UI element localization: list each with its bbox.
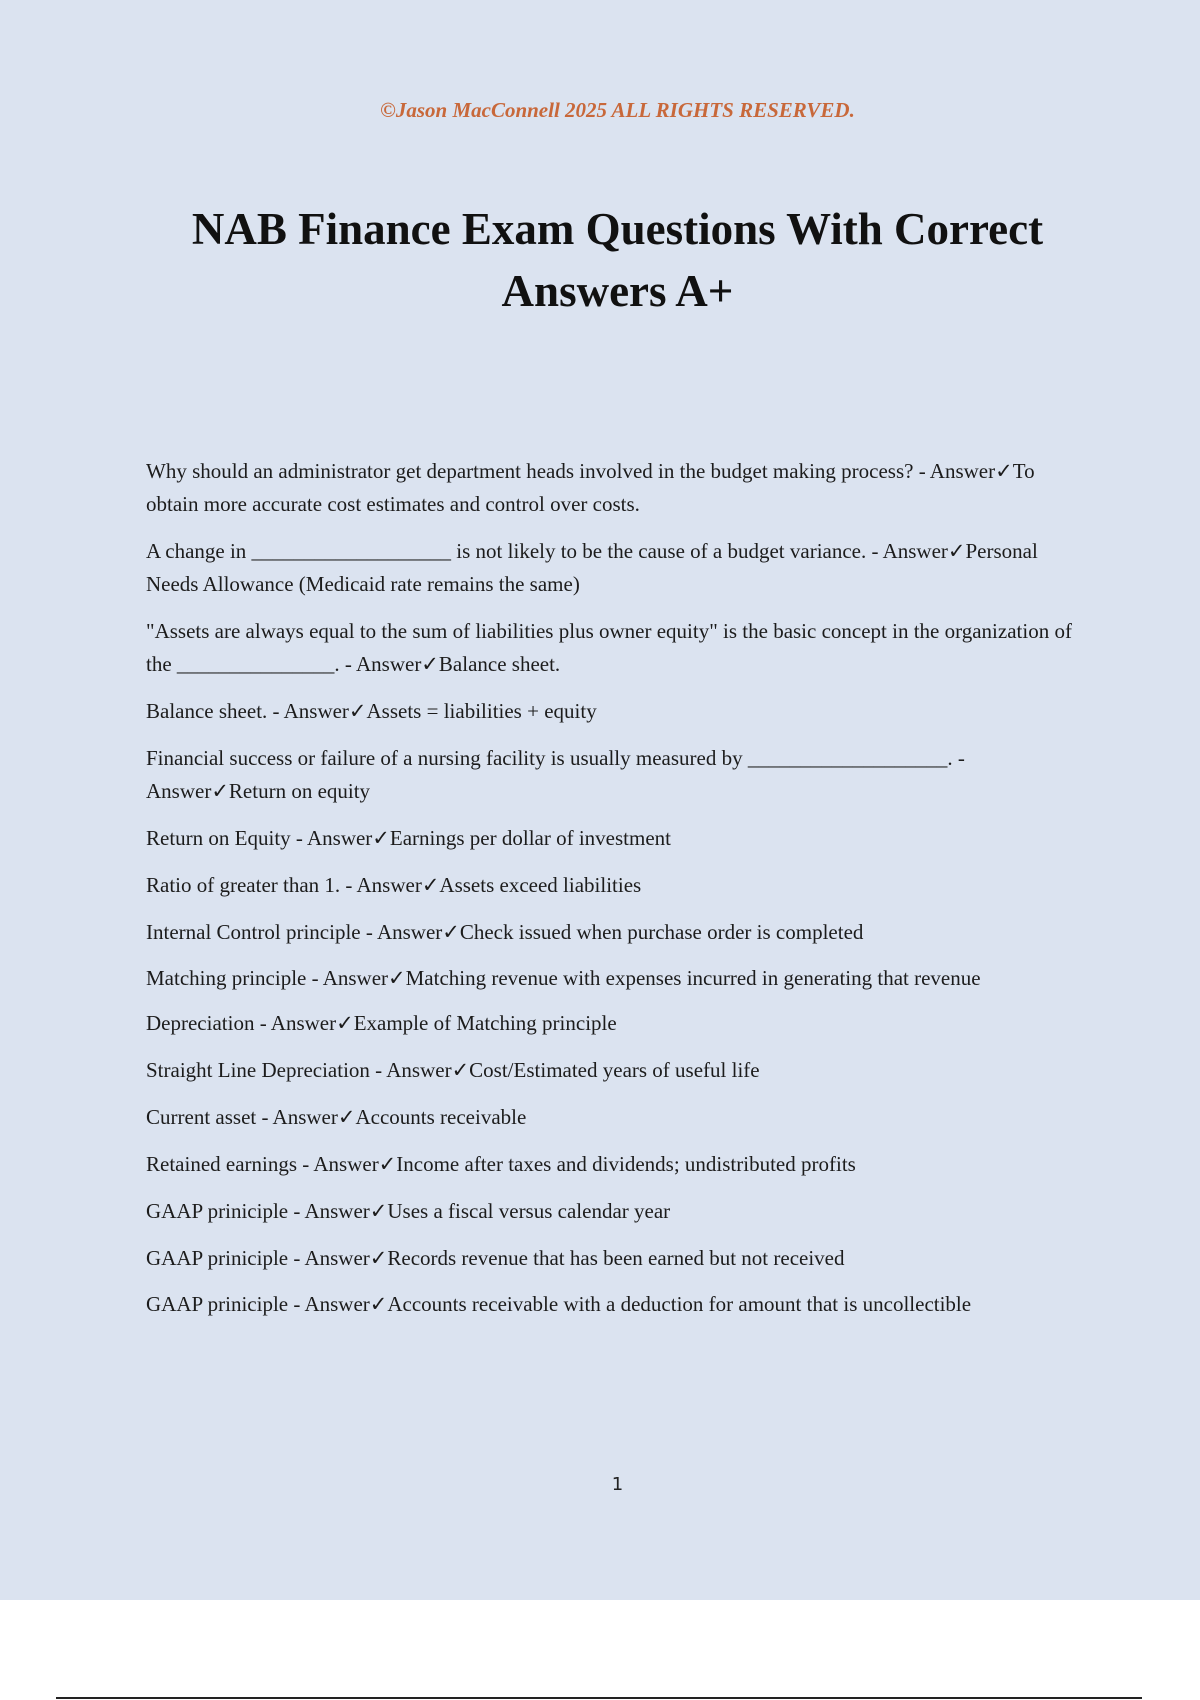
qa-item: GAAP priniciple - Answer✓Uses a fiscal versus calendar year: [146, 1199, 671, 1223]
page-number: 1: [611, 1474, 624, 1495]
qa-item: Retained earnings - Answer✓Income after taxes and dividends; undistributed profits: [146, 1152, 856, 1176]
qa-item: Depreciation - Answer✓Example of Matching principle: [146, 1011, 617, 1035]
qa-item: Straight Line Depreciation - Answer✓Cost/Estimated years of useful life: [146, 1058, 760, 1082]
qa-item: Balance sheet. - Answer✓Assets = liabilities + equity: [146, 699, 597, 723]
qa-item: Return on Equity - Answer✓Earnings per dollar of investment: [146, 826, 671, 850]
qa-item: Ratio of greater than 1. - Answer✓Assets exceed liabilities: [146, 873, 642, 897]
qa-item: A change in ___________________ is not likely to be the cause of a budget variance. - Answer✓Personal Needs Allowance (Medicaid rate remains the same): [146, 539, 1038, 596]
qa-item: GAAP priniciple - Answer✓Records revenue that has been earned but not received: [146, 1246, 845, 1270]
qa-list: [146, 455, 1086, 1333]
page-title: NAB Finance Exam Questions With Correct Answers A+: [191, 204, 1044, 316]
qa-item: Financial success or failure of a nursing facility is usually measured by ___________________. - Answer✓Return on equity: [146, 746, 965, 803]
qa-item: Why should an administrator get department heads involved in the budget making process? - Answer✓To obtain more accurate cost estimates and control over costs.: [146, 459, 1035, 516]
qa-item: "Assets are always equal to the sum of liabilities plus owner equity" is the basic concept in the organization of the _______________. - Answer✓Balance sheet.: [146, 619, 1072, 676]
qa-item: Matching principle - Answer✓Matching revenue with expenses incurred in generating that revenue: [146, 966, 981, 990]
qa-item: Current asset - Answer✓Accounts receivable: [146, 1105, 527, 1129]
qa-item: GAAP priniciple - Answer✓Accounts receivable with a deduction for amount that is uncollectible: [146, 1292, 972, 1316]
copyright-notice: ©Jason MacConnell 2025 ALL RIGHTS RESERVED.: [380, 98, 855, 122]
footer-divider: [56, 1697, 1142, 1699]
qa-item: Internal Control principle - Answer✓Check issued when purchase order is completed: [146, 920, 864, 944]
